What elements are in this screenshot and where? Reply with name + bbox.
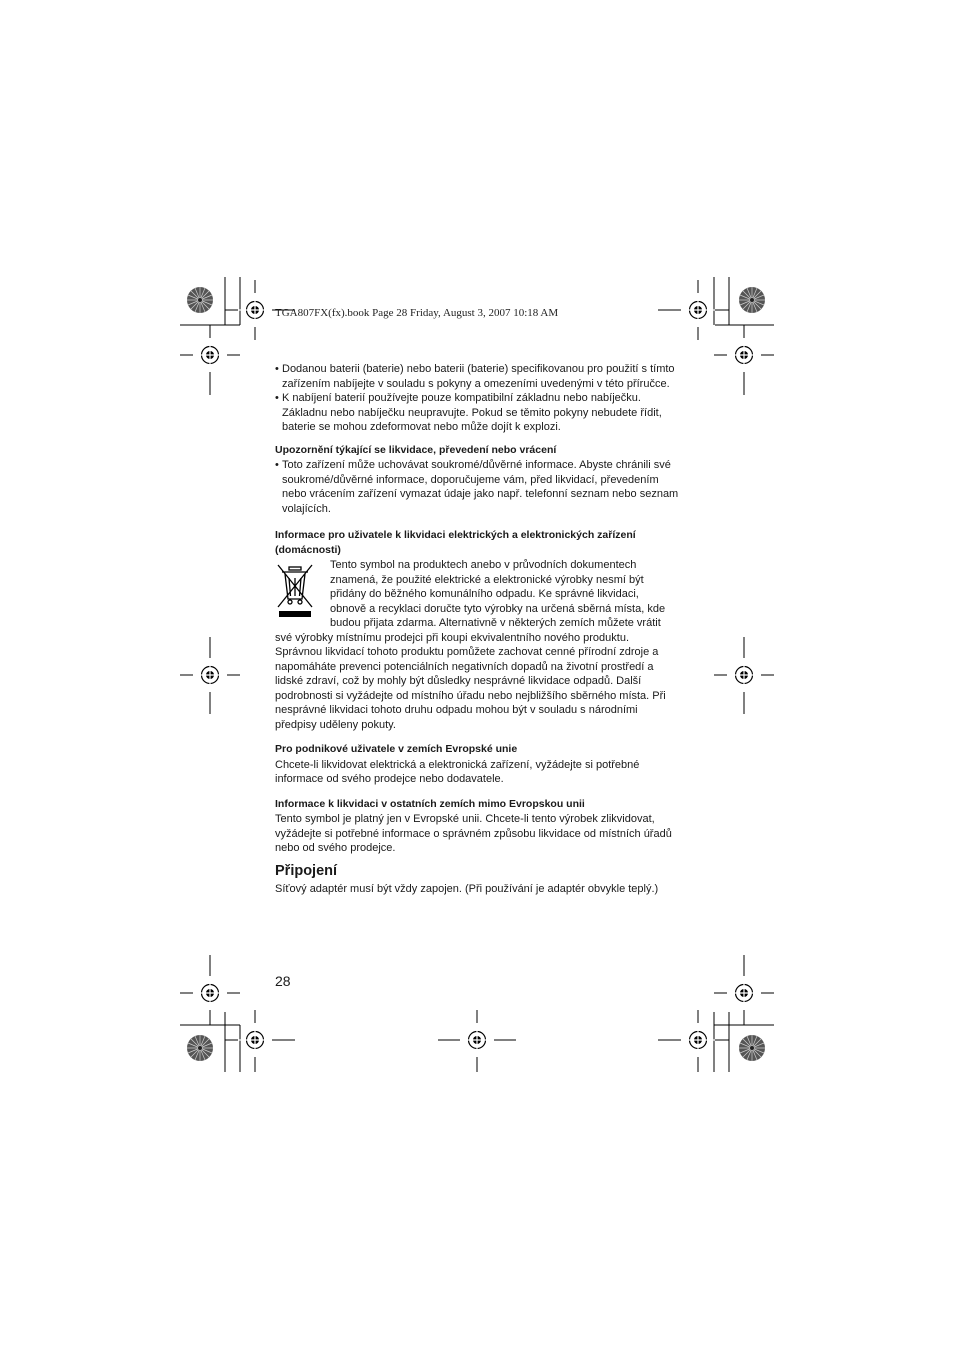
household-heading: Informace pro uživatele k likvidaci elektrických a elektronických zařízení (domácnosti) [275,529,636,556]
connection-text: Síťový adaptér musí být vždy zapojen. (Při používání je adaptér obvykle teplý.) [275,883,659,895]
outside-eu-heading: Informace k likvidaci v ostatních zemích mimo Evropskou unii [275,797,585,810]
connection-title: Připojení [275,862,338,879]
privacy-heading: Upozornění týkající se likvidace, převedení nebo vrácení [275,443,557,456]
household-line-1: Tento symbol na produktech anebo v průvodních dokumentech [330,559,637,571]
household-line-3: přidány do běžného komunálního odpadu. Ke správné likvidaci, [330,588,639,600]
weee-crossed-bin-icon [276,561,316,619]
business-heading: Pro podnikové uživatele v zemích Evropské unie [275,743,518,755]
household-block [275,558,679,732]
outside-eu-text: Tento symbol je platný jen v Evropské unii. Chcete-li tento výrobek zlikvidovat, vyžádejte si potřebné informace o správném způsobu likvidace od místních úřadů nebo od svého prodejce. [275,813,672,854]
household-line-5: budou přijata zdarma. Alternativně v některých zemích můžete vrátit [330,617,661,629]
battery-bullet-1: • Dodanou baterii (baterie) nebo baterii (baterie) specifikovanou pro použití s tímto zařízením nabíjejte v souladu s pokyny a omezeními uvedenými v této příručce. [275,362,679,391]
privacy-bullet: • Toto zařízení může uchovávat soukromé/důvěrné informace. Abyste chránili své soukromé/důvěrné informace, doporučujeme vám, před likvidací, převedením nebo vrácením zařízení vymazat údaje jako např. telefonní seznam nebo seznam volajících. [275,458,679,516]
household-line-2: znamená, že použité elektrické a elektronické výrobky nesmí být [330,573,644,586]
business-text: Chcete-li likvidovat elektrická a elektronická zařízení, vyžádejte si potřebné informace od svého prodejce nebo dodavatele. [275,758,640,785]
page-number: 28 [275,973,291,989]
print-header: TGA807FX(fx).book Page 28 Friday, August 3, 2007 10:18 AM [275,307,559,319]
household-line-4: obnově a recyklaci doručte tyto výrobky na určená sběrná místa, kde [330,602,666,615]
battery-bullet-2: • K nabíjení baterií používejte pouze kompatibilní základnu nebo nabíječku. Základnu nebo nabíječku neupravujte. Pokud se těmito pokyny nebudete řídit, baterie se mohou zdeformovat nebo může dojít k explozi. [275,391,679,435]
page-content [275,362,679,897]
household-text: své výrobky místnímu prodejci při koupi ekvivalentního nového produktu. Správnou likvidací tohoto produktu pomůžete zachovat cenné přírodní zdroje a napomáháte prevenci potenciálních negativních dopadů na životní prostředí a lidské zdraví, což by mohly být důsledky nesprávné likvidace odpadů. Další podrobnosti si vyžádejte od místního úřadu nebo nejbližšího sběrného místa. Při nesprávné likvidaci tohoto druhu odpadu mohou být v souladu s národními předpisy uděleny pokuty. [275,631,666,731]
